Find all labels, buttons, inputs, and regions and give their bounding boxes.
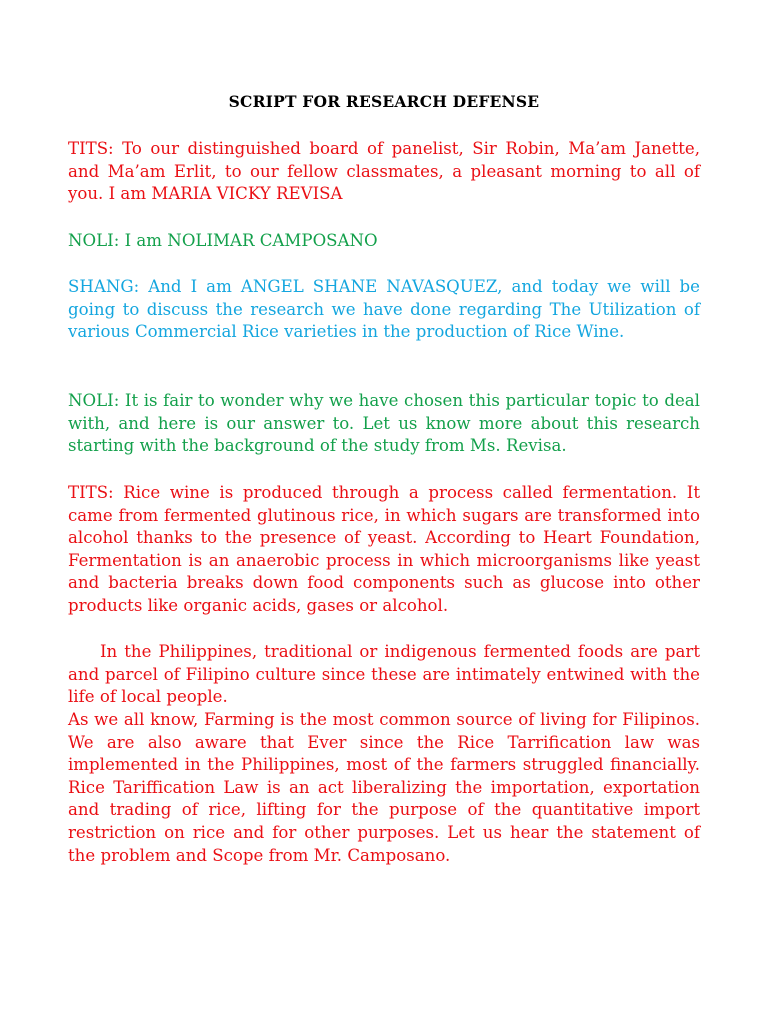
paragraph-noli-intro: NOLI: I am NOLIMAR CAMPOSANO (68, 231, 378, 250)
paragraph-tits-background: TITS: Rice wine is produced through a process called fermentation. It came from fermented glutinous rice, in which sugars are transformed into alcohol thanks to the presence of yeast. According to Heart Foundation, Fermentation is an anaerobic process in which microorganisms like yeast and bacteria breaks down food components such as glucose into other products like organic acids, gases or alcohol. (68, 483, 700, 615)
page-title: SCRIPT FOR RESEARCH DEFENSE (228, 92, 540, 111)
paragraph-shang-intro: SHANG: And I am ANGEL SHANE NAVASQUEZ, and today we will be going to discuss the research we have done regarding The Utilization of various Commercial Rice varieties in the production of Rice Wine. (68, 277, 700, 342)
paragraph-philippines-culture: In the Philippines, traditional or indigenous fermented foods are part and parcel of Filipino culture since these are intimately entwined with the life of local people. (68, 642, 700, 707)
paragraph-farming: As we all know, Farming is the most common source of living for Filipinos. We are also aware that Ever since the Rice Tarrification law was implemented in the Philippines, most of the farmers struggled financially. Rice Tariffication Law is an act liberalizing the importation, exportation and trading of rice, lifting for the purpose of the quantitative import restriction on rice and for other purposes. Let us hear the statement of the problem and Scope from Mr. Camposano. (68, 710, 700, 865)
paragraph-tits-greeting: TITS: To our distinguished board of panelist, Sir Robin, Ma’am Janette, and Ma’am Erlit, to our fellow classmates, a pleasant morning to all of you. I am MARIA VICKY REVISA (68, 139, 700, 204)
paragraph-noli-transition: NOLI: It is fair to wonder why we have chosen this particular topic to deal with, and here is our answer to. Let us know more about this research starting with the background of the study from Ms. Revisa. (68, 391, 700, 456)
